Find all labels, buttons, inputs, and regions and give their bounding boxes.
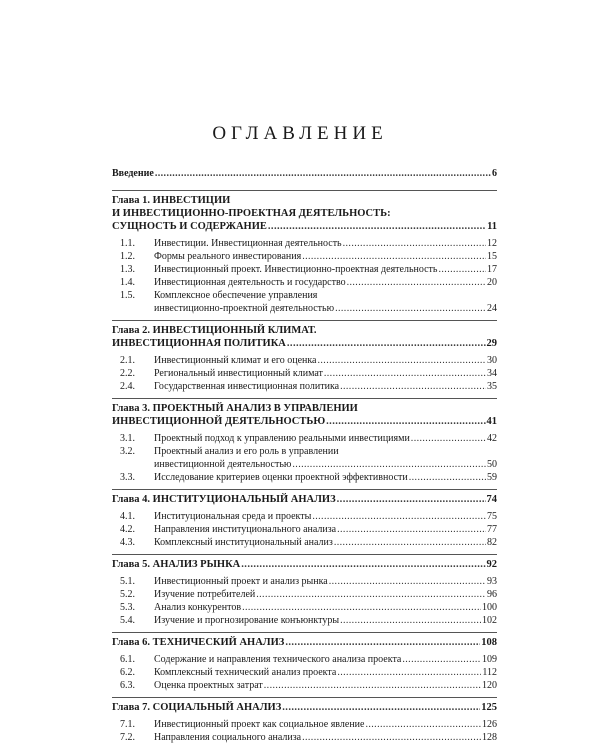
toc-page-number: 42 <box>487 433 497 444</box>
toc-entry-chapter[interactable] <box>112 415 497 428</box>
toc-page-number: 6 <box>492 168 497 179</box>
toc-entry-label: Введение <box>112 168 154 179</box>
dot-leader <box>324 367 486 380</box>
toc-entry-label: Содержание и направления технического анализа проекта <box>154 654 402 665</box>
toc-page-number: 75 <box>487 511 497 522</box>
section-leader-line[interactable] <box>154 367 497 380</box>
section-list <box>112 718 497 744</box>
section-list <box>112 237 497 315</box>
dot-leader <box>343 237 486 250</box>
toc-entry-section[interactable] <box>112 666 497 679</box>
toc-entry-section[interactable] <box>112 653 497 666</box>
chapter-list <box>112 190 497 744</box>
toc-page-number: 109 <box>482 654 497 665</box>
toc-entry-label: СУЩНОСТЬ И СОДЕРЖАНИЕ <box>112 221 267 232</box>
page-title: ОГЛАВЛЕНИЕ <box>212 123 388 144</box>
section-body <box>154 471 497 484</box>
section-body <box>154 718 497 731</box>
toc-entry-section[interactable] <box>112 731 497 744</box>
dot-leader <box>326 415 485 428</box>
toc-entry-label: Анализ конкурентов <box>154 602 242 613</box>
toc-page-number: 125 <box>481 702 497 713</box>
dot-leader <box>268 220 486 233</box>
section-number: 3.3. <box>120 472 135 483</box>
section-number: 5.1. <box>120 576 135 587</box>
chapter-heading <box>112 558 497 571</box>
toc-entry-section[interactable] <box>112 250 497 263</box>
toc-entry-section[interactable] <box>112 536 497 549</box>
chapter-divider <box>112 489 497 490</box>
chapter-divider <box>112 554 497 555</box>
toc-page-number: 77 <box>487 524 497 535</box>
dot-leader <box>329 575 486 588</box>
toc-entry-chapter[interactable] <box>112 701 497 714</box>
toc-entry-label: ИНВЕСТИЦИОННАЯ ПОЛИТИКА <box>112 338 286 349</box>
toc-entry-label: Региональный инвестиционный климат <box>154 368 323 379</box>
section-body <box>154 588 497 601</box>
dot-leader <box>282 701 480 714</box>
section-title-line: Комплексное обеспечение управления <box>154 290 318 301</box>
section-leader-line[interactable] <box>154 276 497 289</box>
toc-entry-section[interactable] <box>112 523 497 536</box>
toc-entry-label: Комплексный технический анализ проекта <box>154 667 337 678</box>
section-number: 2.1. <box>120 355 135 366</box>
section-body <box>154 250 497 263</box>
toc-entry-chapter[interactable] <box>112 636 497 649</box>
toc-page-number: 34 <box>487 368 497 379</box>
toc-entry-chapter[interactable] <box>112 493 497 506</box>
dot-leader <box>365 718 481 731</box>
toc-page-number: 100 <box>482 602 497 613</box>
section-title-line: Проектный анализ и его роль в управлении <box>154 446 339 457</box>
toc-page-number: 120 <box>482 680 497 691</box>
toc-page-number: 35 <box>487 381 497 392</box>
chapter-divider <box>112 190 497 191</box>
toc-entry-label: Инвестиционный проект. Инвестиционно-проектная деятельность <box>154 264 438 275</box>
section-leader-line[interactable] <box>154 263 497 276</box>
toc-entry-label: Глава 6. ТЕХНИЧЕСКИЙ АНАЛИЗ <box>112 637 285 648</box>
dot-leader <box>409 471 486 484</box>
toc-entry-label: Инвестиционный проект как социальное явление <box>154 719 365 730</box>
section-number: 3.2. <box>120 446 135 457</box>
dot-leader <box>302 731 481 744</box>
section-body <box>154 523 497 536</box>
dot-leader <box>340 614 481 627</box>
section-number: 1.4. <box>120 277 135 288</box>
toc-entry-section[interactable] <box>112 432 497 445</box>
toc-page-number: 59 <box>487 472 497 483</box>
section-number: 5.4. <box>120 615 135 626</box>
chapter-title-line: И ИНВЕСТИЦИОННО-ПРОЕКТНАЯ ДЕЯТЕЛЬНОСТЬ: <box>112 208 391 219</box>
table-of-contents <box>112 167 497 749</box>
chapter-divider <box>112 398 497 399</box>
toc-page-number: 17 <box>487 264 497 275</box>
section-leader-line[interactable] <box>154 614 497 627</box>
toc-page-number: 93 <box>487 576 497 587</box>
section-body <box>154 354 497 367</box>
section-leader-line[interactable] <box>154 354 497 367</box>
section-leader-line[interactable] <box>154 653 497 666</box>
section-body <box>154 367 497 380</box>
toc-page-number: 30 <box>487 355 497 366</box>
section-number: 3.1. <box>120 433 135 444</box>
toc-entry-chapter[interactable] <box>112 558 497 571</box>
section-body <box>154 276 497 289</box>
dot-leader <box>402 653 481 666</box>
section-list <box>112 510 497 549</box>
section-leader-line[interactable] <box>154 575 497 588</box>
dot-leader <box>337 666 481 679</box>
section-body <box>154 237 497 250</box>
toc-entry-label: инвестиционно-проектной деятельностью <box>154 303 335 314</box>
section-body <box>154 263 497 276</box>
section-leader-line[interactable] <box>154 536 497 549</box>
toc-page-number: 29 <box>486 338 497 349</box>
dot-leader <box>337 523 486 536</box>
toc-entry-section[interactable] <box>112 718 497 731</box>
toc-entry-section[interactable] <box>112 380 497 393</box>
section-number: 1.3. <box>120 264 135 275</box>
toc-entry-label: Глава 7. СОЦИАЛЬНЫЙ АНАЛИЗ <box>112 702 282 713</box>
section-number: 5.2. <box>120 589 135 600</box>
chapter-heading <box>112 402 497 428</box>
section-number: 4.3. <box>120 537 135 548</box>
toc-entry-label: Изучение и прогнозирование конъюнктуры <box>154 615 340 626</box>
toc-page-number: 112 <box>482 667 497 678</box>
toc-entry-label: Изучение потребителей <box>154 589 256 600</box>
section-leader-line[interactable] <box>154 432 497 445</box>
toc-page-number: 50 <box>487 459 497 470</box>
section-leader-line[interactable] <box>154 731 497 744</box>
toc-entry-label: Направления социального анализа <box>154 732 302 743</box>
dot-leader <box>256 588 486 601</box>
section-leader-line[interactable] <box>154 458 497 471</box>
chapter-divider <box>112 320 497 321</box>
toc-entry-section[interactable] <box>112 679 497 692</box>
dot-leader <box>302 250 486 263</box>
toc-entry-section[interactable] <box>112 367 497 380</box>
dot-leader <box>337 493 486 506</box>
section-leader-line[interactable] <box>154 718 497 731</box>
section-number: 5.3. <box>120 602 135 613</box>
section-leader-line[interactable] <box>154 510 497 523</box>
section-body <box>154 731 497 744</box>
dot-leader <box>340 380 486 393</box>
chapter-divider <box>112 632 497 633</box>
chapter-title-line: Глава 3. ПРОЕКТНЫЙ АНАЛИЗ В УПРАВЛЕНИИ <box>112 403 358 414</box>
toc-entry-section[interactable] <box>112 471 497 484</box>
section-body <box>154 289 497 315</box>
chapter-heading <box>112 324 497 350</box>
toc-entry-label: Инвестиционный проект и анализ рынка <box>154 576 328 587</box>
toc-page-number: 102 <box>482 615 497 626</box>
section-body <box>154 510 497 523</box>
dot-leader <box>292 458 486 471</box>
toc-entry-section[interactable] <box>112 276 497 289</box>
section-leader-line[interactable] <box>154 471 497 484</box>
toc-entry-label: Проектный подход к управлению реальными инвестициями <box>154 433 410 444</box>
toc-entry-label: Инвестиционный климат и его оценка <box>154 355 317 366</box>
toc-entry-section[interactable] <box>112 601 497 614</box>
toc-entry-label: Государственная инвестиционная политика <box>154 381 340 392</box>
dot-leader <box>318 354 487 367</box>
section-number: 6.1. <box>120 654 135 665</box>
section-body <box>154 575 497 588</box>
section-list <box>112 575 497 627</box>
toc-entry-chapter[interactable] <box>112 220 497 233</box>
section-leader-line[interactable] <box>154 523 497 536</box>
chapter-title-line: Глава 1. ИНВЕСТИЦИИ <box>112 195 231 206</box>
toc-entry-label: Инвестиционная деятельность и государство <box>154 277 346 288</box>
section-leader-line[interactable] <box>154 237 497 250</box>
section-body <box>154 653 497 666</box>
section-body <box>154 536 497 549</box>
toc-entry-section[interactable] <box>112 588 497 601</box>
section-body <box>154 445 497 471</box>
toc-page-number: 96 <box>487 589 497 600</box>
section-body <box>154 614 497 627</box>
toc-entry-label: Комплексный институциональный анализ <box>154 537 333 548</box>
toc-entry-label: Глава 4. ИНСТИТУЦИОНАЛЬНЫЙ АНАЛИЗ <box>112 494 336 505</box>
toc-entry-label: Оценка проектных затрат <box>154 680 263 691</box>
section-body <box>154 666 497 679</box>
dot-leader <box>285 636 480 649</box>
chapter-divider <box>112 697 497 698</box>
toc-page-number: 41 <box>486 416 497 427</box>
section-list <box>112 653 497 692</box>
section-leader-line[interactable] <box>154 588 497 601</box>
section-leader-line[interactable] <box>154 679 497 692</box>
dot-leader <box>411 432 486 445</box>
section-body <box>154 601 497 614</box>
dot-leader <box>241 558 485 571</box>
chapter-title-line: Глава 2. ИНВЕСТИЦИОННЫЙ КЛИМАТ. <box>112 325 317 336</box>
section-number: 6.2. <box>120 667 135 678</box>
section-number: 7.1. <box>120 719 135 730</box>
section-leader-line[interactable] <box>154 302 497 315</box>
toc-page-number: 24 <box>487 303 497 314</box>
chapter-heading <box>112 493 497 506</box>
section-number: 1.5. <box>120 290 135 301</box>
toc-page-number: 74 <box>486 494 497 505</box>
toc-entry-section[interactable] <box>112 289 497 315</box>
section-body <box>154 432 497 445</box>
toc-entry-label: Глава 5. АНАЛИЗ РЫНКА <box>112 559 241 570</box>
section-number: 2.4. <box>120 381 135 392</box>
toc-entry-section[interactable] <box>112 510 497 523</box>
section-number: 7.2. <box>120 732 135 743</box>
section-body <box>154 380 497 393</box>
dot-leader <box>287 337 486 350</box>
toc-entry-introduction[interactable] <box>112 167 497 180</box>
toc-entry-label: инвестиционной деятельностью <box>154 459 292 470</box>
toc-entry-section[interactable] <box>112 263 497 276</box>
dot-leader <box>347 276 486 289</box>
dot-leader <box>439 263 487 276</box>
toc-entry-label: ИНВЕСТИЦИОННОЙ ДЕЯТЕЛЬНОСТЬЮ <box>112 416 326 427</box>
dot-leader <box>335 302 486 315</box>
toc-page-number: 126 <box>482 719 497 730</box>
section-leader-line[interactable] <box>154 250 497 263</box>
section-leader-line[interactable] <box>154 601 497 614</box>
section-number: 2.2. <box>120 368 135 379</box>
section-list <box>112 354 497 393</box>
toc-page-number: 11 <box>487 221 497 232</box>
toc-entry-section[interactable] <box>112 575 497 588</box>
section-leader-line[interactable] <box>154 666 497 679</box>
chapter-heading <box>112 194 497 233</box>
section-number: 6.3. <box>120 680 135 691</box>
toc-page-number: 108 <box>481 637 497 648</box>
toc-entry-label: Институциональная среда и проекты <box>154 511 312 522</box>
section-list <box>112 432 497 484</box>
toc-entry-label: Исследование критериев оценки проектной эффективности <box>154 472 408 483</box>
toc-entry-label: Формы реального инвестирования <box>154 251 302 262</box>
toc-entry-section[interactable] <box>112 445 497 471</box>
dot-leader <box>264 679 481 692</box>
dot-leader <box>334 536 486 549</box>
dot-leader <box>242 601 481 614</box>
toc-entry-section[interactable] <box>112 614 497 627</box>
toc-page-number: 92 <box>486 559 497 570</box>
toc-page-number: 128 <box>482 732 497 743</box>
toc-entry-label: Направления институционального анализа <box>154 524 337 535</box>
section-number: 1.1. <box>120 238 135 249</box>
dot-leader <box>155 167 491 180</box>
toc-page-number: 82 <box>487 537 497 548</box>
toc-entry-chapter[interactable] <box>112 337 497 350</box>
section-number: 4.2. <box>120 524 135 535</box>
toc-page-number: 12 <box>487 238 497 249</box>
toc-entry-section[interactable] <box>112 354 497 367</box>
chapter-heading <box>112 701 497 714</box>
toc-page-number: 20 <box>487 277 497 288</box>
chapter-heading <box>112 636 497 649</box>
section-body <box>154 679 497 692</box>
section-number: 1.2. <box>120 251 135 262</box>
toc-page-number: 15 <box>487 251 497 262</box>
toc-entry-label: Инвестиции. Инвестиционная деятельность <box>154 238 342 249</box>
section-leader-line[interactable] <box>154 380 497 393</box>
section-number: 4.1. <box>120 511 135 522</box>
toc-entry-section[interactable] <box>112 237 497 250</box>
dot-leader <box>312 510 486 523</box>
